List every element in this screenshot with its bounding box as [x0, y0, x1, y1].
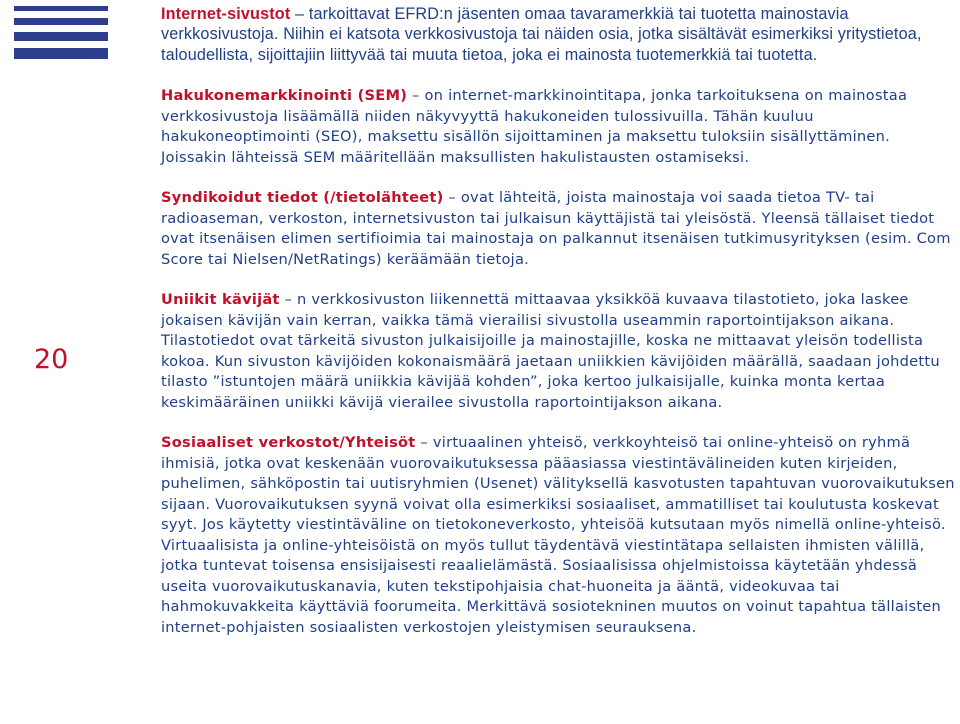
definition: virtuaalinen yhteisö, verkkoyhteisö tai online-yhteisö on ryhmä ihmisiä, jotka ovat keskenään vuorovaikutuksessa pääasiassa viestintävälineiden kuten kirjeiden, puhelimen, sähköpostin tai uutisryhmien (Usenet) välityksellä kasvotusten tapahtuvan vuorovaikutuksen sijaan. Vuorovaikutuksen syynä voivat olla esimerkiksi sosiaaliset, ammatilliset tai koulutusta koskevat syyt. Jos käytetty viestintäväline on tietokoneverkosto, yhteisöä kutsutaan myös nimellä online-yhteisö. Virtuaalisista ja online-yhteisöistä on myös tullut täydentävä viestintätapa sellaisten ihmisten välillä, jotka tuntevat toisensa ensisijaisesti reaalielämästä. Sosiaalisissa ohjelmistoissa käytetään yhdessä useita vuorovaikutuskanavia, kuten tekstipohjaisia chat-huoneita ja ääntä, videokuvaa tai hahmokuvakkeita käyttäviä foorumeita. Merkittävä sosiotekninen muutos on voinut tapahtua tällaisten internet-pohjaisten sosiaalisten verkostojen yleistymisen seurauksena. — [161, 434, 955, 636]
dash: – — [279, 291, 297, 309]
dash: – — [290, 5, 309, 23]
logo-stripe — [14, 48, 108, 59]
dash: – — [443, 189, 461, 207]
term: Syndikoidut tiedot (/tietolähteet) — [161, 189, 444, 207]
term: Sosiaaliset verkostot/Yhteisöt — [161, 434, 416, 452]
document-logo — [14, 6, 108, 60]
glossary-entry-social-networks — [161, 433, 955, 638]
page-number: 20 — [34, 344, 69, 375]
glossary-content — [161, 4, 955, 638]
dash: – — [407, 87, 425, 105]
term: Uniikit kävijät — [161, 291, 280, 309]
logo-stripe — [14, 32, 108, 41]
glossary-entry-syndicated-data — [161, 188, 955, 270]
definition: n verkkosivuston liikennettä mittaavaa yksikköä kuvaava tilastotieto, joka laskee jokaisen kävijän vain kerran, vaikka tämä vierailisi sivustolla useammin raportointijakson aikana. Tilastotiedot ovat tärkeitä sivuston julkaisijoille ja mainostajille, koska ne mittaavat yleisön todellista kokoa. Kun sivuston kävijöiden kokonaismäärä jaetaan uniikkien kävijöiden määrällä, saadaan johdettu tilasto ”istuntojen määrä uniikkia kävijää kohden”, joka kertoo julkaisijalle, kuinka monta kertaa keskimääräinen uniikki kävijä vierailee sivustolla raportointijakson aikana. — [161, 291, 940, 411]
logo-stripe — [14, 18, 108, 25]
definition: ovat lähteitä, joista mainostaja voi saada tietoa TV- tai radioaseman, verkoston, internetsivuston tai julkaisun käyttäjistä tai yleisöstä. Yleensä tällaiset tiedot ovat itsenäisen elimen sertifioimia tai mainostaja on palkannut itsenäisen tutkimusyrityksen (esim. Com Score tai Nielsen/NetRatings) keräämään tietoja. — [161, 189, 951, 268]
glossary-entry-internet-sites — [161, 4, 955, 65]
glossary-entry-sem — [161, 86, 955, 168]
term: Hakukonemarkkinointi (SEM) — [161, 87, 408, 105]
term: Internet-sivustot — [161, 5, 291, 23]
dash: – — [415, 434, 433, 452]
definition: on internet-markkinointitapa, jonka tarkoituksena on mainostaa verkkosivustoja lisäämällä niiden näkyvyyttä hakukoneiden tulossivuilla. Tähän kuuluu hakukoneoptimointi (SEO), maksettu sisällön sijoittaminen ja maksettu tuloksiin sisällyttäminen. Joissakin lähteissä SEM määritellään maksullisten hakulistausten ostamiseksi. — [161, 87, 908, 166]
logo-stripe — [14, 6, 108, 11]
definition: tarkoittavat EFRD:n jäsenten omaa tavaramerkkiä tai tuotetta mainostavia verkkosivustoja. Niihin ei katsota verkkosivustoja tai näiden osia, jotka sisältävät esimerkiksi yritystietoa, taloudellista, sijoittajiin liittyvää tai muuta tietoa, joka ei mainosta tuotemerkkiä tai tuotetta. — [161, 5, 922, 64]
glossary-entry-unique-visitors — [161, 290, 955, 413]
